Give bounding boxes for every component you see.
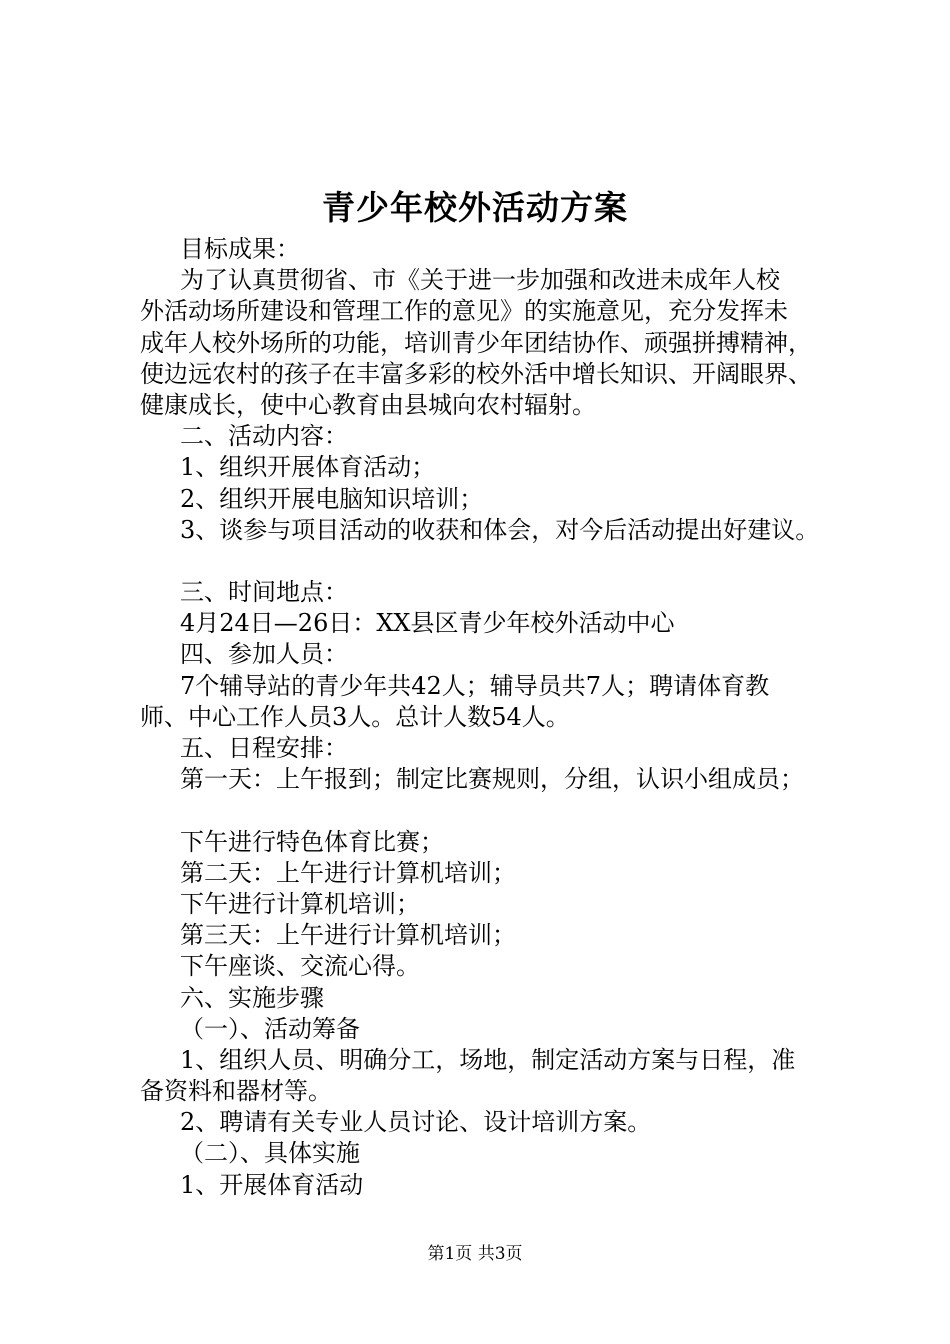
paragraph-line: 外活动场所建设和管理工作的意见》的实施意见，充分发挥未 (140, 297, 788, 326)
page-footer: 第1页 共3页 (427, 1244, 523, 1264)
paragraph-line: 为了认真贯彻省、市《关于进一步加强和改进未成年人校 (180, 266, 780, 295)
section-heading: 六、实施步骤 (180, 983, 324, 1012)
paragraph-line: 1、组织人员、明确分工，场地，制定活动方案与日程，准 (180, 1045, 796, 1074)
paragraph-line: 目标成果： (180, 235, 300, 263)
section-heading: 二、活动内容： (180, 422, 348, 451)
schedule-item: 第二天：上午进行计算机培训； (180, 858, 516, 887)
section-heading: 四、参加人员： (180, 640, 348, 669)
subsection-heading: （二）、具体实施 (180, 1139, 360, 1168)
paragraph-line: 使边远农村的孩子在丰富多彩的校外活中增长知识、开阔眼界、 (140, 359, 812, 388)
paragraph-line: 备资料和器材等。 (140, 1077, 332, 1106)
paragraph-line: 1、开展体育活动 (180, 1170, 364, 1199)
paragraph-line: 成年人校外场所的功能，培训青少年团结协作、顽强拼搏精神， (140, 328, 812, 357)
schedule-item: 第三天：上午进行计算机培训； (180, 921, 516, 950)
blank-line (140, 795, 840, 826)
schedule-item: 第一天：上午报到；制定比赛规则，分组，认识小组成员； (180, 765, 804, 794)
list-item: 3、谈参与项目活动的收获和体会，对今后活动提出好建议。 (180, 515, 820, 544)
list-item: 1、组织开展体育活动； (180, 453, 436, 482)
schedule-item: 下午座谈、交流心得。 (180, 952, 420, 981)
schedule-item: 下午进行计算机培训； (180, 889, 420, 918)
paragraph-line: 健康成长，使中心教育由县城向农村辐射。 (140, 390, 596, 419)
paragraph-line: 2、聘请有关专业人员讨论、设计培训方案。 (180, 1108, 652, 1137)
schedule-item: 下午进行特色体育比赛； (180, 827, 444, 856)
paragraph-line: 7个辅导站的青少年共42人；辅导员共7人；聘请体育教 (180, 671, 770, 700)
section-heading: 三、时间地点： (180, 578, 348, 607)
subsection-heading: （一）、活动筹备 (180, 1014, 360, 1043)
paragraph-line: 师、中心工作人员3人。总计人数54人。 (140, 702, 570, 731)
paragraph-line: 4月24日—26日：XX县区青少年校外活动中心 (180, 609, 675, 638)
document-body (140, 234, 840, 1201)
list-item: 2、组织开展电脑知识培训； (180, 484, 484, 513)
blank-line (140, 546, 840, 577)
section-heading: 五、日程安排： (180, 734, 348, 762)
document-title: 青少年校外活动方案 (322, 188, 628, 227)
